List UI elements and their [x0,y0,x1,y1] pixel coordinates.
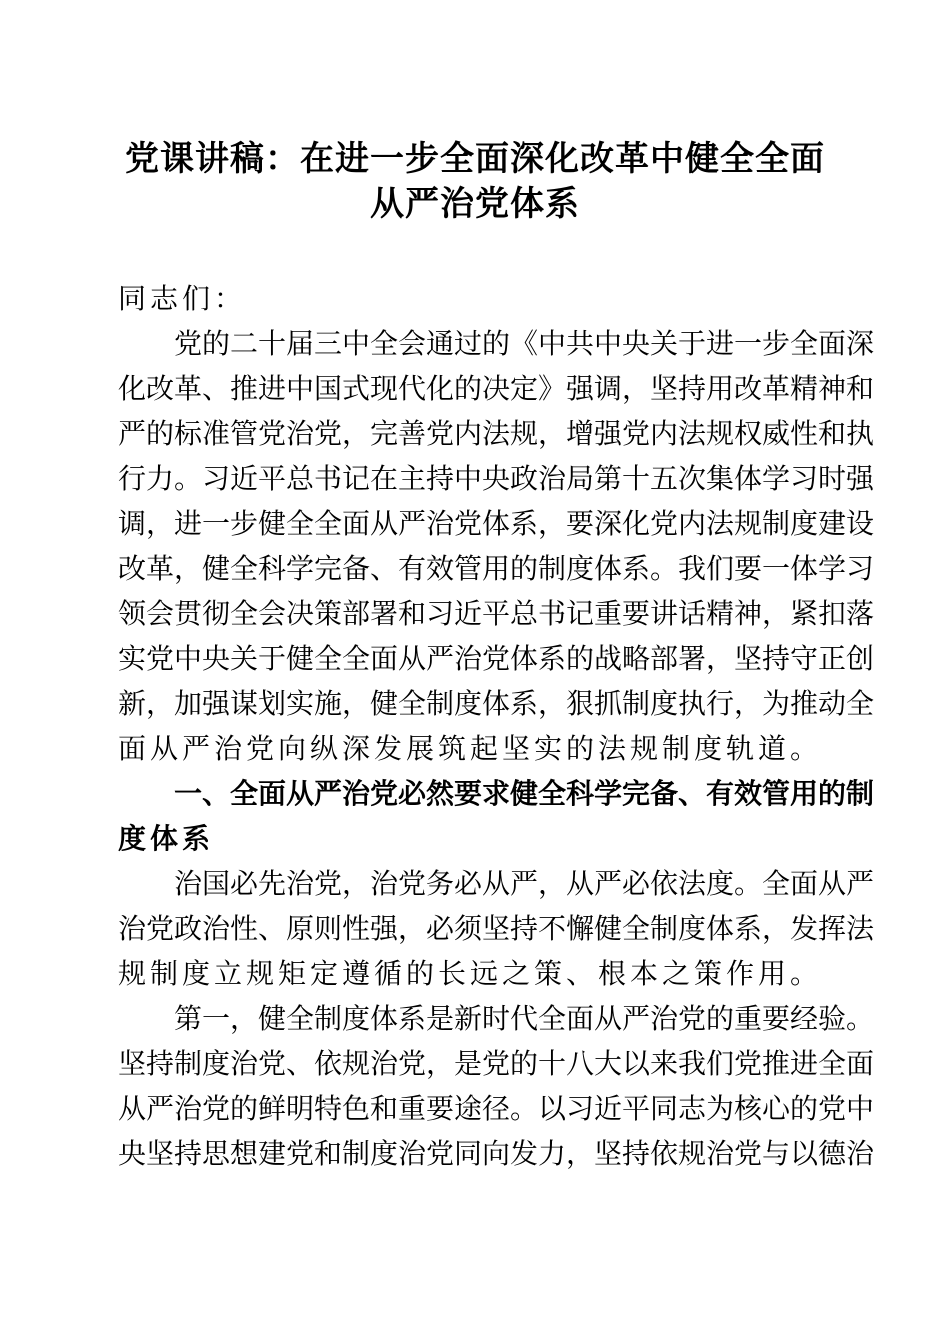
text-line: 实党中央关于健全全面从严治党体系的战略部署，坚持守正创 [118,642,875,675]
text-line: 改革，健全科学完备、有效管用的制度体系。我们要一体学习 [118,552,875,585]
text-line: 严的标准管党治党，完善党内法规，增强党内法规权威性和执 [118,417,875,450]
text-line: 一、全面从严治党必然要求健全科学完备、有效管用的制 [174,777,875,810]
text-line: 规制度立规矩定遵循的长远之策、根本之策作用。 [118,957,823,990]
text-line: 度体系 [118,822,215,855]
document-body [118,276,875,1176]
text-line: 面从严治党向纵深发展筑起坚实的法规制度轨道。 [118,732,823,765]
title-line: 从严治党体系 [370,184,580,224]
document-title [100,137,850,227]
text-line: 调，进一步健全全面从严治党体系，要深化党内法规制度建设 [118,507,875,540]
title-line: 党课讲稿：在进一步全面深化改革中健全全面 [125,139,825,179]
salutation: 同志们： [118,282,247,315]
paragraph [118,321,875,771]
text-line: 治国必先治党，治党务必从严，从严必依法度。全面从严 [174,867,875,900]
text-line: 领会贯彻全会决策部署和习近平总书记重要讲话精神，紧扣落 [118,597,875,630]
text-line: 行力。习近平总书记在主持中央政治局第十五次集体学习时强 [118,462,875,495]
text-line: 央坚持思想建党和制度治党同向发力，坚持依规治党与以德治 [118,1137,875,1170]
text-line: 化改革、推进中国式现代化的决定》强调，坚持用改革精神和 [118,372,875,405]
text-line: 坚持制度治党、依规治党，是党的十八大以来我们党推进全面 [118,1047,875,1080]
paragraph [118,996,875,1176]
paragraph [118,861,875,996]
text-line: 从严治党的鲜明特色和重要途径。以习近平同志为核心的党中 [118,1092,875,1125]
text-line: 党的二十届三中全会通过的《中共中央关于进一步全面深 [174,327,875,360]
text-line: 新，加强谋划实施，健全制度体系，狠抓制度执行，为推动全 [118,687,875,720]
text-line: 治党政治性、原则性强，必须坚持不懈健全制度体系，发挥法 [118,912,875,945]
text-line: 第一，健全制度体系是新时代全面从严治党的重要经验。 [174,1002,875,1035]
section-heading [118,771,875,861]
